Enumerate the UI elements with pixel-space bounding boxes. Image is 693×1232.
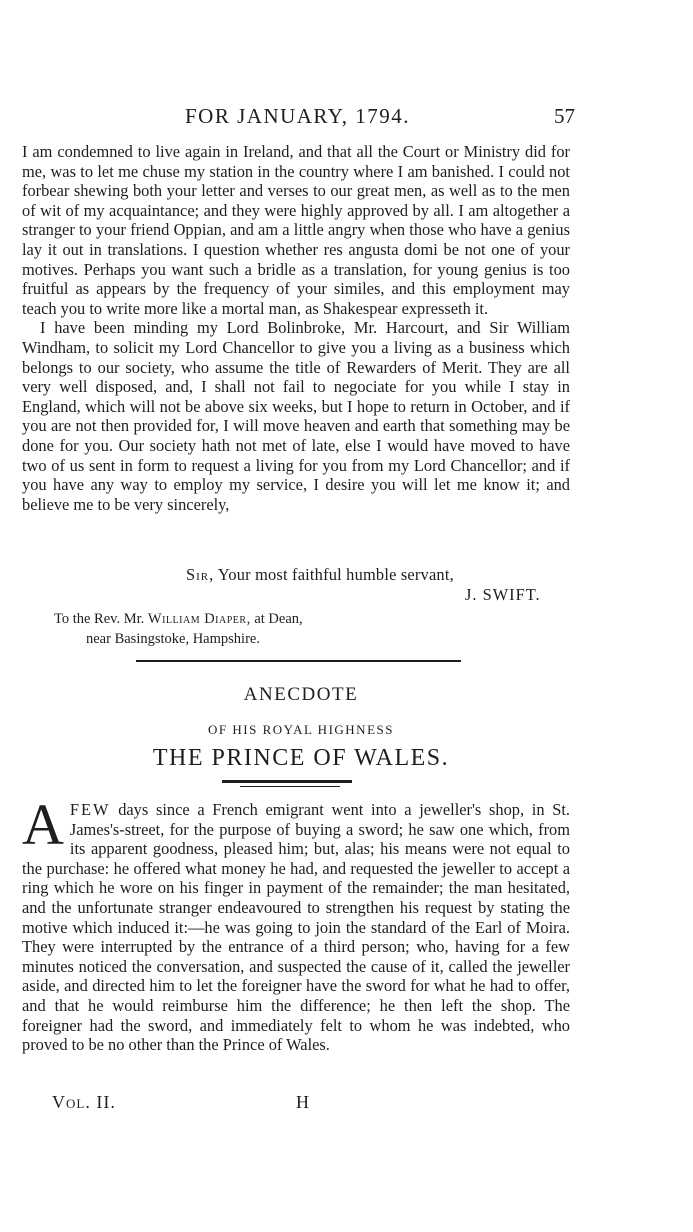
volume-label: Vol. II. <box>52 1092 116 1112</box>
address-suffix: at Dean, <box>254 611 303 627</box>
signature-mark: H <box>296 1092 309 1112</box>
letter-paragraph-1: I am condemned to live again in Ireland, and that all the Court or Ministry did for me, was to let me chuse my station in the country where I am banished. I could not forbear shewing both your letter and verses to our great men, as well as to the men of wit of my acquaintance; and they were highly approved by all. I am altogether a stranger to your friend Oppian, and am a little angry when those who have a genius lay it out in translations. I question whether res angusta domi be not one of your motives. Perhaps you want such a bridle as a translation, for young genius is too fruitful as appears by the frequency of your similes, and this employment may teach you to write more like a mortal man, as Shakespear expresseth it. <box>22 142 570 318</box>
address-line-1 <box>54 609 303 629</box>
anecdote-heading: ANECDOTE <box>243 684 359 705</box>
drop-cap: A <box>22 792 64 857</box>
letter-paragraph-2: I have been minding my Lord Bolinbroke, Mr. Harcourt, and Sir William Windham, to solicit my Lord Chancellor to give you a living as a business which belongs to our society, who assume the title of Rewarders of Merit. They are all very well disposed, and, I shall not fail to negociate for you while I stay in England, which will not be above six weeks, but I hope to return in October, and if you are not then provided for, I will move heaven and earth that something may be done for you. Our society hath not met of late, else I would have moved to have two of us sent in form to request a living for you from my Lord Chancellor; and if you have any way to employ my service, I desire you will let me know it; and believe me to be very sincerely, <box>22 318 570 514</box>
closing-salutation: Sir, <box>186 565 215 584</box>
address-line-2: near Basingstoke, Hampshire. <box>86 631 260 647</box>
anecdote-paragraph <box>22 792 570 1055</box>
page-number: 57 <box>554 104 575 128</box>
anecdote-first-word: FEW <box>69 800 111 819</box>
letter-address <box>54 609 303 649</box>
anecdote-title: THE PRINCE OF WALES. <box>152 745 450 771</box>
address-prefix: To the Rev. Mr. <box>54 611 145 627</box>
title-rule-thick <box>222 780 352 783</box>
anecdote-text <box>22 792 570 1055</box>
running-header <box>185 104 575 134</box>
title-rule-thin <box>240 786 340 787</box>
closing-text: Your most faithful humble servant, <box>217 565 454 584</box>
letter-closing <box>186 565 454 585</box>
letter-text <box>22 142 570 514</box>
running-title: FOR JANUARY, 1794. <box>185 104 410 128</box>
address-name: William Diaper, <box>147 611 251 627</box>
anecdote-subheading: OF HIS ROYAL HIGHNESS <box>208 722 394 737</box>
section-divider <box>136 660 461 662</box>
anecdote-body: days since a French emigrant went into a jeweller's shop, in St. James's-street, for the purpose of buying a sword; he saw one which, from its apparent goodness, pleased him; but, alas; his means were not equal to the purchase: he offered what money he had, and requested the jeweller to accept a ring which he wore on his finger in payment of the remainder; the man hesitated, and the unfortunate stranger endeavoured to strengthen his request by stating the motive which induced it:—he was going to join the standard of the Earl of Moira. They were interrupted by the entrance of a third person; who, having for a few minutes noticed the conversation, and suspected the cause of it, called the jeweller aside, and directed him to let the foreigner have the sword for what he had to offer, and that he would reimburse him the difference; he then left the shop. The foreigner had the sword, and immediately felt to whom he was indebted, who proved to be no other than the Prince of Wales. <box>22 800 570 1055</box>
letter-signature: J. SWIFT. <box>465 585 541 604</box>
